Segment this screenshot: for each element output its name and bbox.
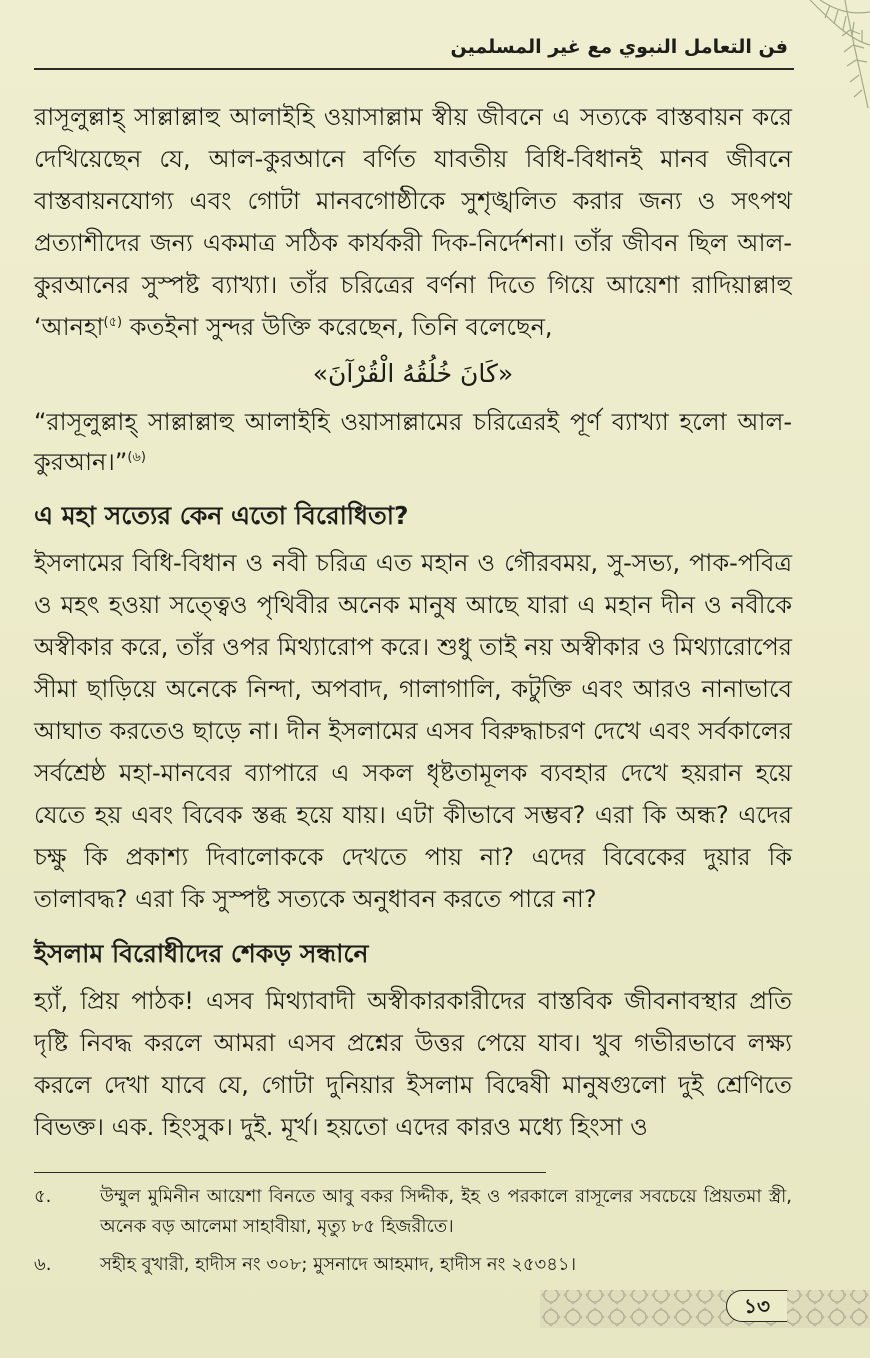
footnote-divider (34, 1172, 546, 1173)
footnote-text: উম্মুল মুমিনীন আয়েশা বিনতে আবু বকর সিদ্দীক, ইহ ও পরকালে রাসূলের সবচেয়ে প্রিয়তমা স্ত্রী, অনেক বড় আলেমা সাহাবীয়া, মৃত্যু ৮৫ হিজরীতে। (100, 1186, 792, 1237)
section-heading-roots: ইসলাম বিরোধীদের শেকড় সন্ধানে (34, 939, 369, 968)
header-title: فن التعامل النبوي مع غير المسلمين (450, 36, 788, 58)
quote-paragraph (34, 402, 792, 482)
roots-paragraph: হ্যাঁ, প্রিয় পাঠক! এসব মিথ্যাবাদী অস্বীকারকারীদের বাস্তবিক জীবনাবস্থার প্রতি দৃষ্টি নিবদ্ধ করলে আমরা এসব প্রশ্নের উত্তর পেয়ে যাব। খুব গভীরভাবে লক্ষ্য করলে দেখা যাবে যে, গোটা দুনিয়ার ইসলাম বিদ্বেষী মানুষগুলো দুই শ্রেণিতে বিভক্ত। এক. হিংসুক। দুই. মূর্খ। হয়তো এদের কারও মধ্যে হিংসা ও (34, 987, 792, 1141)
footnote-ref-5[interactable]: (৫) (103, 315, 123, 330)
footnote-item (34, 1250, 792, 1280)
section-heading-opposition: এ মহা সত্যের কেন এতো বিরোধিতা? (34, 501, 409, 530)
footnote-number: ৬. (34, 1254, 52, 1275)
footnote-ref-6[interactable]: (৬) (127, 450, 146, 465)
intro-text: রাসূলুল্লাহ্ সাল্লাল্লাহু আলাইহি ওয়াসাল্লাম স্বীয় জীবনে এ সত্যকে বাস্তবায়ন করে দেখিয়েছেন যে, আল-কুরআনে বর্ণিত যাবতীয় বিধি-বিধানই মানব জীবনে বাস্তবায়নযোগ্য এবং গোটা মানবগোষ্ঠীকে সুশৃঙ্খলিত করার জন্য ও সৎপথ প্রত্যাশীদের জন্য একমাত্র সঠিক কার্যকরী দিক-নির্দেশনা। তাঁর জীবন ছিল আল-কুরআনের সুস্পষ্ট ব্যাখ্যা। তাঁর চরিত্রের বর্ণনা দিতে গিয়ে আয়েশা রাদিয়াল্লাহু ‘আনহা (34, 103, 792, 341)
footnote-item (34, 1182, 792, 1242)
intro-paragraph (34, 96, 792, 348)
ornamental-band (540, 1284, 870, 1334)
intro-tail-text: কতইনা সুন্দর উক্তি করেছেন, তিনি বলেছেন, (122, 313, 553, 341)
footnotes (34, 1182, 792, 1288)
main-content (34, 96, 792, 1148)
quote-text: “রাসূলুল্লাহ্ সাল্লাল্লাহু আলাইহি ওয়াসাল্লামের চরিত্রেরই পূর্ণ ব্যাখ্যা হলো আল-কুরআন।” (34, 408, 792, 476)
running-header (34, 34, 794, 70)
page-number: ১৩ (726, 1290, 787, 1322)
opposition-paragraph: ইসলামের বিধি-বিধান ও নবী চরিত্র এত মহান ও গৌরবময়, সু-সভ্য, পাক-পবিত্র ও মহৎ হওয়া সত্ত্বেও পৃথিবীর অনেক মানুষ আছে যারা এ মহান দীন ও নবীকে অস্বীকার করে, তাঁর ওপর মিথ্যারোপ করে। শুধু তাই নয় অস্বীকার ও মিথ্যারোপের সীমা ছাড়িয়ে অনেকে নিন্দা, অপবাদ, গালাগালি, কটুক্তি এবং আরও নানাভাবে আঘাত করতেও ছাড়ে না। দীন ইসলামের এসব বিরুদ্ধাচরণ দেখে এবং সর্বকালের সর্বশ্রেষ্ঠ মহা-মানবের ব্যাপারে এ সকল ধৃষ্টতামূলক ব্যবহার দেখে হয়রান হয়ে যেতে হয় এবং বিবেক স্তব্ধ হয়ে যায়। এটা কীভাবে সম্ভব? এরা কি অন্ধ? এদের চক্ষু কি প্রকাশ্য দিবালোককে দেখতে পায় না? এদের বিবেকের দুয়ার কি তালাবদ্ধ? এরা কি সুস্পষ্ট সত্যকে অনুধাবন করতে পারে না? (34, 549, 792, 913)
arabic-quote: «كَانَ خُلُقُهُ الْقُرْآنَ» (312, 359, 514, 388)
footnote-text: সহীহ বুখারী, হাদীস নং ৩০৮; মুসনাদে আহমাদ, হাদীস নং ২৫৩৪১। (100, 1254, 577, 1275)
footnote-number: ৫. (34, 1186, 52, 1207)
